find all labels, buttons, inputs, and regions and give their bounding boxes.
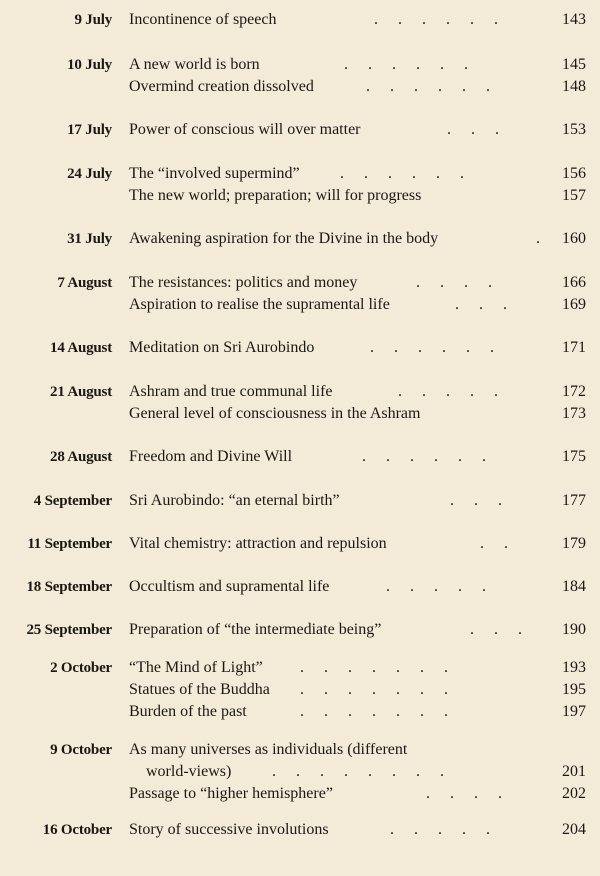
entry-page: 201 [562, 763, 586, 780]
entry-page: 160 [562, 230, 586, 247]
entry-page: 148 [562, 78, 586, 95]
dot-leader: . . . . . . [362, 448, 486, 465]
entry-date: 17 July [67, 122, 112, 138]
toc-entry [0, 738, 600, 762]
entry-page: 195 [562, 681, 586, 698]
entry-title: Statues of the Buddha [129, 681, 270, 698]
entry-title: Occultism and supramental life [129, 578, 330, 595]
entry-date: 18 September [26, 579, 112, 595]
toc-entry [0, 700, 600, 724]
entry-title: As many universes as individuals (different [129, 741, 408, 758]
entry-title: Aspiration to realise the supramental life [129, 296, 390, 313]
entry-title: Sri Aurobindo: “an eternal birth” [129, 492, 340, 509]
entry-date: 7 August [57, 275, 112, 291]
toc-entry [0, 489, 600, 513]
toc-entry [0, 818, 600, 842]
entry-page: 171 [562, 339, 586, 356]
entry-title: Passage to “higher hemisphere” [129, 785, 333, 802]
entry-date: 16 October [42, 822, 112, 838]
entry-date: 21 August [50, 384, 112, 400]
entry-date: 25 September [26, 622, 112, 638]
entry-title: world-views) [146, 763, 232, 780]
dot-leader: . . . [447, 121, 499, 138]
dot-leader: . . [480, 535, 508, 552]
toc-entry [0, 760, 600, 784]
dot-leader: . [536, 230, 540, 247]
entry-title: The “involved supermind” [129, 165, 300, 182]
toc-entry [0, 293, 600, 317]
entry-title: Ashram and true communal life [129, 383, 333, 400]
toc-entry [0, 402, 600, 426]
toc-entry [0, 8, 600, 32]
entry-title: Incontinence of speech [129, 11, 277, 28]
entry-page: 156 [562, 165, 586, 182]
entry-title: Power of conscious will over matter [129, 121, 361, 138]
entry-page: 172 [562, 383, 586, 400]
entry-page: 197 [562, 703, 586, 720]
entry-date: 2 October [50, 660, 112, 676]
toc-entry [0, 782, 600, 806]
entry-page: 157 [562, 187, 586, 204]
entry-date: 31 July [67, 231, 112, 247]
entry-title: Preparation of “the intermediate being” [129, 621, 382, 638]
dot-leader: . . . . . . . [300, 681, 448, 698]
entry-date: 28 August [50, 449, 112, 465]
entry-page: 173 [562, 405, 586, 422]
toc-entry [0, 75, 600, 99]
entry-page: 177 [562, 492, 586, 509]
toc-entry [0, 271, 600, 295]
toc-entry [0, 53, 600, 77]
entry-page: 184 [562, 578, 586, 595]
dot-leader: . . . . . . . [300, 703, 448, 720]
dot-leader: . . . . [416, 274, 492, 291]
entry-date: 9 October [50, 742, 112, 758]
dot-leader: . . . . . . [344, 56, 468, 73]
entry-title: Awakening aspiration for the Divine in the body [129, 230, 439, 247]
entry-title: Freedom and Divine Will [129, 448, 293, 465]
entry-date: 10 July [67, 57, 112, 73]
entry-page: 179 [562, 535, 586, 552]
entry-title: The new world; preparation; will for progress [129, 187, 422, 204]
dot-leader: . . . [470, 621, 522, 638]
entry-title: Story of successive involutions [129, 821, 329, 838]
entry-date: 24 July [67, 166, 112, 182]
toc-entry [0, 336, 600, 360]
entry-title: The resistances: politics and money [129, 274, 358, 291]
dot-leader: . . . . . . [370, 339, 494, 356]
entry-title: “The Mind of Light” [129, 659, 263, 676]
entry-page: 145 [562, 56, 586, 73]
toc-entry [0, 445, 600, 469]
toc-entry [0, 227, 600, 251]
dot-leader: . . . . . [386, 578, 486, 595]
toc-entry [0, 575, 600, 599]
dot-leader: . . . [455, 296, 507, 313]
entry-page: 193 [562, 659, 586, 676]
entry-page: 175 [562, 448, 586, 465]
toc-entry [0, 118, 600, 142]
entry-date: 11 September [27, 536, 112, 552]
entry-title: Burden of the past [129, 703, 247, 720]
dot-leader: . . . . [426, 785, 502, 802]
entry-title: Vital chemistry: attraction and repulsion [129, 535, 387, 552]
toc-entry [0, 162, 600, 186]
dot-leader: . . . . . . . . [272, 763, 444, 780]
toc-entry [0, 656, 600, 680]
entry-page: 169 [562, 296, 586, 313]
toc-entry [0, 184, 600, 208]
entry-date: 14 August [50, 340, 112, 356]
toc-entry [0, 618, 600, 642]
toc-entry [0, 532, 600, 556]
entry-page: 190 [562, 621, 586, 638]
entry-title: General level of consciousness in the Ashram [129, 405, 421, 422]
dot-leader: . . . . . [390, 821, 490, 838]
entry-page: 153 [562, 121, 586, 138]
dot-leader: . . . . . . [374, 11, 498, 28]
entry-title: A new world is born [129, 56, 260, 73]
entry-page: 166 [562, 274, 586, 291]
entry-date: 4 September [33, 493, 112, 509]
entry-date: 9 July [74, 12, 112, 28]
dot-leader: . . . . . . [340, 165, 464, 182]
entry-page: 204 [562, 821, 586, 838]
dot-leader: . . . . . . . [300, 659, 448, 676]
dot-leader: . . . . . [398, 383, 498, 400]
toc-entry [0, 380, 600, 404]
dot-leader: . . . [450, 492, 502, 509]
entry-title: Meditation on Sri Aurobindo [129, 339, 315, 356]
toc-entry [0, 678, 600, 702]
entry-page: 143 [562, 11, 586, 28]
entry-title: Overmind creation dissolved [129, 78, 314, 95]
entry-page: 202 [562, 785, 586, 802]
dot-leader: . . . . . . [366, 78, 490, 95]
